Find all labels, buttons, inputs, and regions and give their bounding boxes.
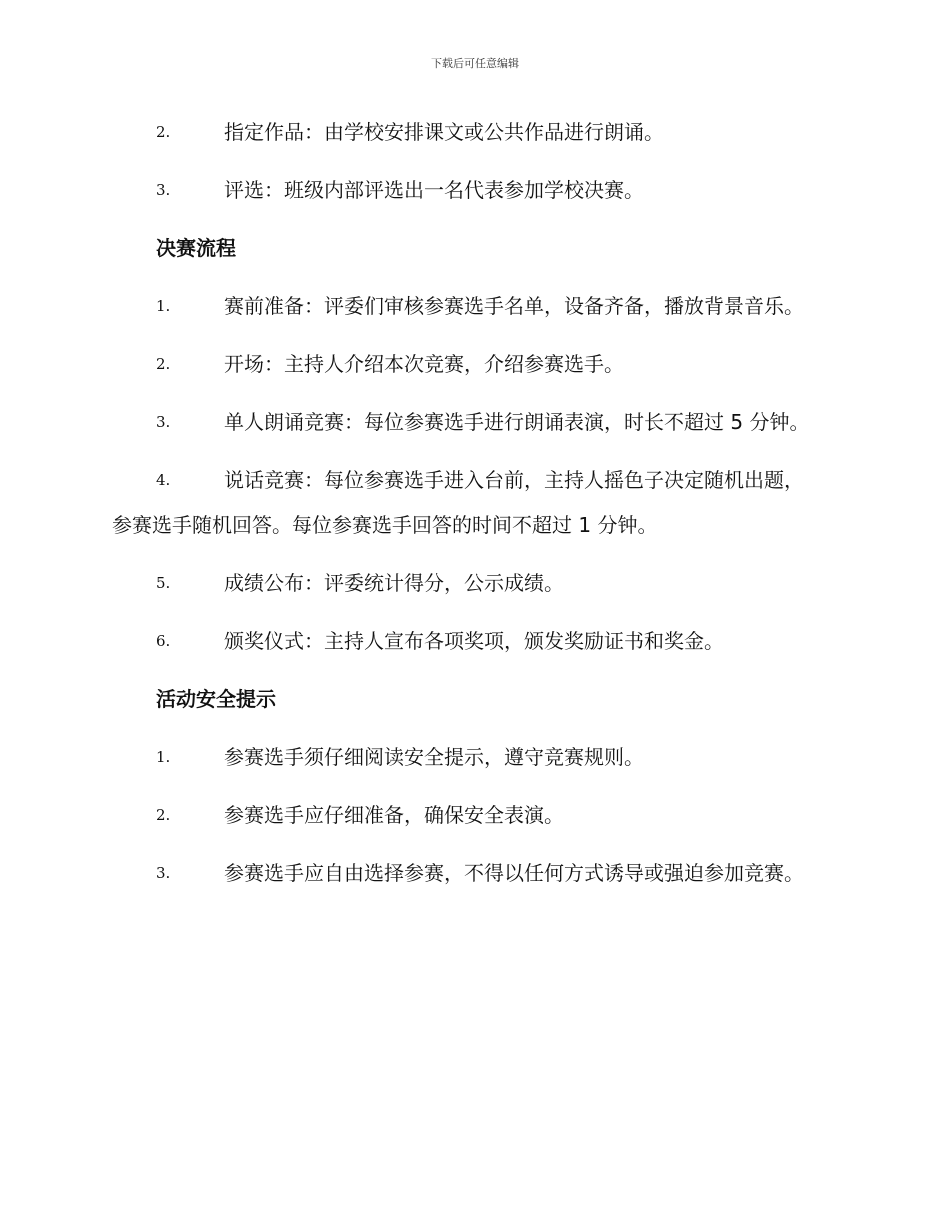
list-item-text: 赛前准备：评委们审核参赛选手名单，设备齐备，播放背景音乐。: [224, 294, 804, 318]
list-item: [112, 735, 812, 780]
list-item-number: 1.: [156, 748, 171, 766]
list-item: [112, 110, 812, 155]
list-item-text: 颁奖仪式：主持人宣布各项奖项，颁发奖励证书和奖金。: [224, 629, 724, 653]
section-heading-final: 决赛流程: [156, 236, 236, 260]
list-item-number: 2.: [156, 806, 171, 824]
list-item: [112, 851, 812, 896]
list-item-number: 2.: [156, 123, 171, 141]
list-item-text: 指定作品：由学校安排课文或公共作品进行朗诵。: [224, 120, 664, 144]
list-item: [112, 793, 812, 838]
list-item-number: 1.: [156, 297, 171, 315]
list-item: [112, 342, 812, 387]
section-heading-safety: 活动安全提示: [156, 687, 276, 711]
list-item: [112, 168, 812, 213]
list-item-number: 2.: [156, 355, 171, 373]
list-item: [112, 400, 812, 445]
list-item-text: 成绩公布：评委统计得分，公示成绩。: [224, 571, 564, 595]
list-item-text: 参赛选手应仔细准备，确保安全表演。: [224, 803, 564, 827]
list-item-text: 参赛选手须仔细阅读安全提示，遵守竞赛规则。: [224, 745, 644, 769]
document-body: [112, 110, 812, 909]
list-item-number: 3.: [156, 864, 171, 882]
list-item: [112, 561, 812, 606]
list-item-number: 4.: [156, 471, 171, 489]
list-item-text: 单人朗诵竞赛：每位参赛选手进行朗诵表演，时长不超过 5 分钟。: [224, 410, 810, 434]
list-item-number: 3.: [156, 413, 171, 431]
list-item: [112, 619, 812, 664]
list-item-number: 5.: [156, 574, 171, 592]
list-item-number: 6.: [156, 632, 171, 650]
list-item-number: 3.: [156, 181, 171, 199]
list-item: [112, 284, 812, 329]
page-header: 下载后可任意编辑: [431, 57, 519, 70]
list-item-text: 参赛选手应自由选择参赛，不得以任何方式诱导或强迫参加竞赛。: [224, 861, 804, 885]
list-item-text: 评选：班级内部评选出一名代表参加学校决赛。: [224, 178, 644, 202]
list-item-text: 开场：主持人介绍本次竞赛，介绍参赛选手。: [224, 352, 624, 376]
list-item-text: 说话竞赛：每位参赛选手进入台前，主持人摇色子决定随机出题，参赛选手随机回答。每位参赛选手回答的时间不超过 1 分钟。: [112, 468, 804, 537]
list-item: [112, 458, 812, 548]
